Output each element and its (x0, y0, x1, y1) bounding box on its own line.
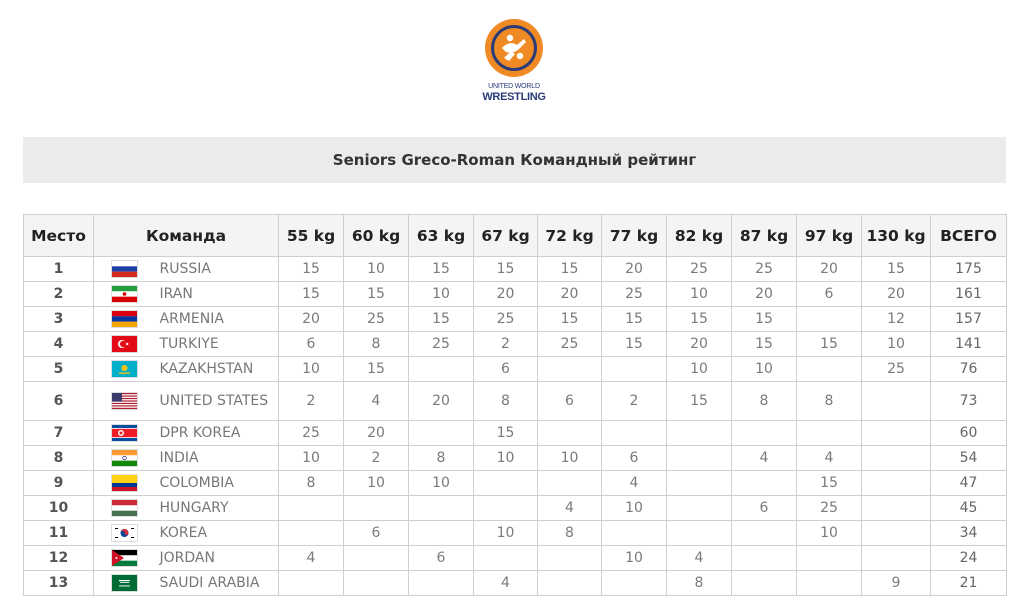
turkiye-flag-icon (111, 335, 138, 353)
score-cell: 10 (344, 257, 409, 282)
score-cell (409, 571, 474, 596)
ranking-table (23, 214, 1007, 596)
score-cell (667, 471, 732, 496)
score-cell: 25 (667, 257, 732, 282)
total-cell: 54 (931, 446, 1007, 471)
place-cell: 8 (24, 446, 94, 471)
score-cell: 6 (732, 496, 797, 521)
score-cell (344, 571, 409, 596)
score-cell: 10 (538, 446, 602, 471)
score-cell: 6 (474, 357, 538, 382)
score-cell (797, 571, 862, 596)
score-cell (409, 357, 474, 382)
score-cell (538, 571, 602, 596)
place-cell: 7 (24, 421, 94, 446)
uww-logo (478, 18, 550, 108)
score-cell (474, 496, 538, 521)
score-cell: 10 (602, 496, 667, 521)
score-cell: 12 (862, 307, 931, 332)
flag-cell (94, 521, 156, 546)
score-cell: 4 (279, 546, 344, 571)
score-cell (602, 421, 667, 446)
header-place: Место (24, 215, 94, 257)
table-row (24, 382, 1007, 421)
score-cell: 2 (344, 446, 409, 471)
flag-cell (94, 446, 156, 471)
uww-emblem-icon (484, 18, 544, 78)
logo-text-line1: UNITED WORLD (488, 83, 540, 90)
header-weight-72-kg: 72 kg (538, 215, 602, 257)
score-cell: 15 (862, 257, 931, 282)
score-cell: 20 (862, 282, 931, 307)
table-row (24, 282, 1007, 307)
score-cell (538, 471, 602, 496)
score-cell (344, 546, 409, 571)
score-cell (732, 471, 797, 496)
united-states-flag-icon (111, 392, 138, 410)
score-cell (862, 382, 931, 421)
total-cell: 47 (931, 471, 1007, 496)
ranking-title: Seniors Greco-Roman Командный рейтинг (23, 137, 1006, 183)
score-cell: 6 (279, 332, 344, 357)
score-cell: 20 (667, 332, 732, 357)
score-cell: 10 (409, 471, 474, 496)
table-row (24, 471, 1007, 496)
score-cell: 6 (409, 546, 474, 571)
score-cell: 20 (797, 257, 862, 282)
score-cell: 4 (344, 382, 409, 421)
table-row (24, 307, 1007, 332)
score-cell: 25 (344, 307, 409, 332)
score-cell: 15 (732, 307, 797, 332)
logo-text-line2: WRESTLING (482, 91, 546, 103)
score-cell: 10 (279, 357, 344, 382)
place-cell: 2 (24, 282, 94, 307)
score-cell: 8 (667, 571, 732, 596)
score-cell: 10 (474, 446, 538, 471)
team-name: ARMENIA (156, 307, 279, 332)
header-weight-130-kg: 130 kg (862, 215, 931, 257)
total-cell: 73 (931, 382, 1007, 421)
score-cell (862, 471, 931, 496)
header-weight-67-kg: 67 kg (474, 215, 538, 257)
total-cell: 161 (931, 282, 1007, 307)
flag-cell (94, 471, 156, 496)
score-cell (732, 521, 797, 546)
russia-flag-icon (111, 260, 138, 278)
dpr-korea-flag-icon (111, 424, 138, 442)
table-row (24, 496, 1007, 521)
score-cell: 25 (409, 332, 474, 357)
header-weight-82-kg: 82 kg (667, 215, 732, 257)
score-cell: 8 (732, 382, 797, 421)
score-cell (344, 496, 409, 521)
flag-cell (94, 421, 156, 446)
team-name: JORDAN (156, 546, 279, 571)
score-cell: 2 (279, 382, 344, 421)
score-cell (732, 421, 797, 446)
score-cell: 4 (602, 471, 667, 496)
score-cell: 9 (862, 571, 931, 596)
score-cell: 20 (279, 307, 344, 332)
flag-cell (94, 546, 156, 571)
score-cell: 15 (667, 382, 732, 421)
team-name: IRAN (156, 282, 279, 307)
jordan-flag-icon (111, 549, 138, 567)
score-cell (732, 546, 797, 571)
score-cell: 25 (602, 282, 667, 307)
place-cell: 1 (24, 257, 94, 282)
score-cell (862, 546, 931, 571)
team-name: TURKIYE (156, 332, 279, 357)
score-cell (279, 571, 344, 596)
score-cell: 6 (344, 521, 409, 546)
team-name: KOREA (156, 521, 279, 546)
team-name: RUSSIA (156, 257, 279, 282)
total-cell: 175 (931, 257, 1007, 282)
total-cell: 21 (931, 571, 1007, 596)
score-cell (279, 496, 344, 521)
header-weight-63-kg: 63 kg (409, 215, 474, 257)
saudi-arabia-flag-icon (111, 574, 138, 592)
header-weight-87-kg: 87 kg (732, 215, 797, 257)
team-name: KAZAKHSTAN (156, 357, 279, 382)
score-cell: 15 (474, 421, 538, 446)
score-cell: 20 (409, 382, 474, 421)
team-name: SAUDI ARABIA (156, 571, 279, 596)
score-cell (667, 496, 732, 521)
score-cell (538, 357, 602, 382)
score-cell: 8 (279, 471, 344, 496)
header-team: Команда (94, 215, 279, 257)
score-cell: 15 (667, 307, 732, 332)
score-cell (538, 421, 602, 446)
score-cell: 4 (732, 446, 797, 471)
score-cell (667, 421, 732, 446)
score-cell (667, 521, 732, 546)
score-cell: 10 (344, 471, 409, 496)
header-weight-60-kg: 60 kg (344, 215, 409, 257)
table-row (24, 571, 1007, 596)
header-weight-97-kg: 97 kg (797, 215, 862, 257)
score-cell: 20 (474, 282, 538, 307)
score-cell: 20 (344, 421, 409, 446)
score-cell: 25 (732, 257, 797, 282)
header-weight-55-kg: 55 kg (279, 215, 344, 257)
score-cell (797, 421, 862, 446)
score-cell: 2 (474, 332, 538, 357)
score-cell (797, 307, 862, 332)
place-cell: 4 (24, 332, 94, 357)
score-cell: 20 (732, 282, 797, 307)
score-cell (862, 446, 931, 471)
score-cell (409, 421, 474, 446)
header-total: ВСЕГО (931, 215, 1007, 257)
score-cell: 8 (344, 332, 409, 357)
score-cell: 15 (344, 357, 409, 382)
score-cell (797, 357, 862, 382)
score-cell: 2 (602, 382, 667, 421)
score-cell: 10 (409, 282, 474, 307)
score-cell: 15 (538, 257, 602, 282)
flag-cell (94, 496, 156, 521)
flag-cell (94, 357, 156, 382)
colombia-flag-icon (111, 474, 138, 492)
score-cell: 6 (797, 282, 862, 307)
team-name: DPR KOREA (156, 421, 279, 446)
score-cell (602, 571, 667, 596)
total-cell: 60 (931, 421, 1007, 446)
team-name: INDIA (156, 446, 279, 471)
score-cell: 15 (602, 332, 667, 357)
team-name: HUNGARY (156, 496, 279, 521)
score-cell: 25 (279, 421, 344, 446)
flag-cell (94, 307, 156, 332)
place-cell: 12 (24, 546, 94, 571)
table-row (24, 546, 1007, 571)
score-cell: 15 (797, 332, 862, 357)
place-cell: 5 (24, 357, 94, 382)
score-cell: 4 (797, 446, 862, 471)
score-cell (862, 521, 931, 546)
place-cell: 9 (24, 471, 94, 496)
score-cell: 6 (538, 382, 602, 421)
hungary-flag-icon (111, 499, 138, 517)
score-cell: 10 (279, 446, 344, 471)
score-cell: 10 (474, 521, 538, 546)
table-row (24, 257, 1007, 282)
score-cell: 15 (409, 257, 474, 282)
score-cell: 15 (279, 282, 344, 307)
flag-cell (94, 382, 156, 421)
score-cell: 20 (602, 257, 667, 282)
score-cell: 4 (667, 546, 732, 571)
flag-cell (94, 332, 156, 357)
flag-cell (94, 257, 156, 282)
score-cell (797, 546, 862, 571)
total-cell: 45 (931, 496, 1007, 521)
score-cell: 4 (538, 496, 602, 521)
score-cell: 8 (538, 521, 602, 546)
score-cell (862, 496, 931, 521)
score-cell: 10 (602, 546, 667, 571)
table-row (24, 332, 1007, 357)
score-cell: 10 (797, 521, 862, 546)
score-cell (602, 521, 667, 546)
score-cell: 6 (602, 446, 667, 471)
score-cell (862, 421, 931, 446)
score-cell: 25 (474, 307, 538, 332)
armenia-flag-icon (111, 310, 138, 328)
score-cell: 15 (797, 471, 862, 496)
total-cell: 24 (931, 546, 1007, 571)
place-cell: 6 (24, 382, 94, 421)
score-cell: 10 (667, 357, 732, 382)
score-cell: 25 (797, 496, 862, 521)
team-name: COLOMBIA (156, 471, 279, 496)
score-cell (474, 471, 538, 496)
score-cell (409, 521, 474, 546)
header-weight-77-kg: 77 kg (602, 215, 667, 257)
india-flag-icon (111, 449, 138, 467)
score-cell: 10 (667, 282, 732, 307)
score-cell: 15 (279, 257, 344, 282)
score-cell: 4 (474, 571, 538, 596)
total-cell: 76 (931, 357, 1007, 382)
team-name: UNITED STATES (156, 382, 279, 421)
score-cell: 20 (538, 282, 602, 307)
score-cell (538, 546, 602, 571)
table-row (24, 357, 1007, 382)
score-cell: 8 (409, 446, 474, 471)
score-cell (667, 446, 732, 471)
total-cell: 157 (931, 307, 1007, 332)
score-cell: 15 (344, 282, 409, 307)
korea-flag-icon (111, 524, 138, 542)
score-cell (602, 357, 667, 382)
place-cell: 13 (24, 571, 94, 596)
table-row (24, 421, 1007, 446)
flag-cell (94, 282, 156, 307)
table-row (24, 521, 1007, 546)
header-row (24, 215, 1007, 257)
total-cell: 34 (931, 521, 1007, 546)
score-cell: 15 (602, 307, 667, 332)
place-cell: 10 (24, 496, 94, 521)
score-cell (409, 496, 474, 521)
score-cell: 25 (538, 332, 602, 357)
kazakhstan-flag-icon (111, 360, 138, 378)
ranking-body (24, 257, 1007, 596)
score-cell (474, 546, 538, 571)
score-cell: 15 (538, 307, 602, 332)
score-cell: 15 (474, 257, 538, 282)
score-cell: 15 (732, 332, 797, 357)
score-cell: 15 (409, 307, 474, 332)
score-cell: 8 (474, 382, 538, 421)
place-cell: 3 (24, 307, 94, 332)
total-cell: 141 (931, 332, 1007, 357)
flag-cell (94, 571, 156, 596)
score-cell (279, 521, 344, 546)
score-cell: 10 (862, 332, 931, 357)
score-cell: 25 (862, 357, 931, 382)
score-cell (732, 571, 797, 596)
place-cell: 11 (24, 521, 94, 546)
score-cell: 8 (797, 382, 862, 421)
iran-flag-icon (111, 285, 138, 303)
table-row (24, 446, 1007, 471)
score-cell: 10 (732, 357, 797, 382)
